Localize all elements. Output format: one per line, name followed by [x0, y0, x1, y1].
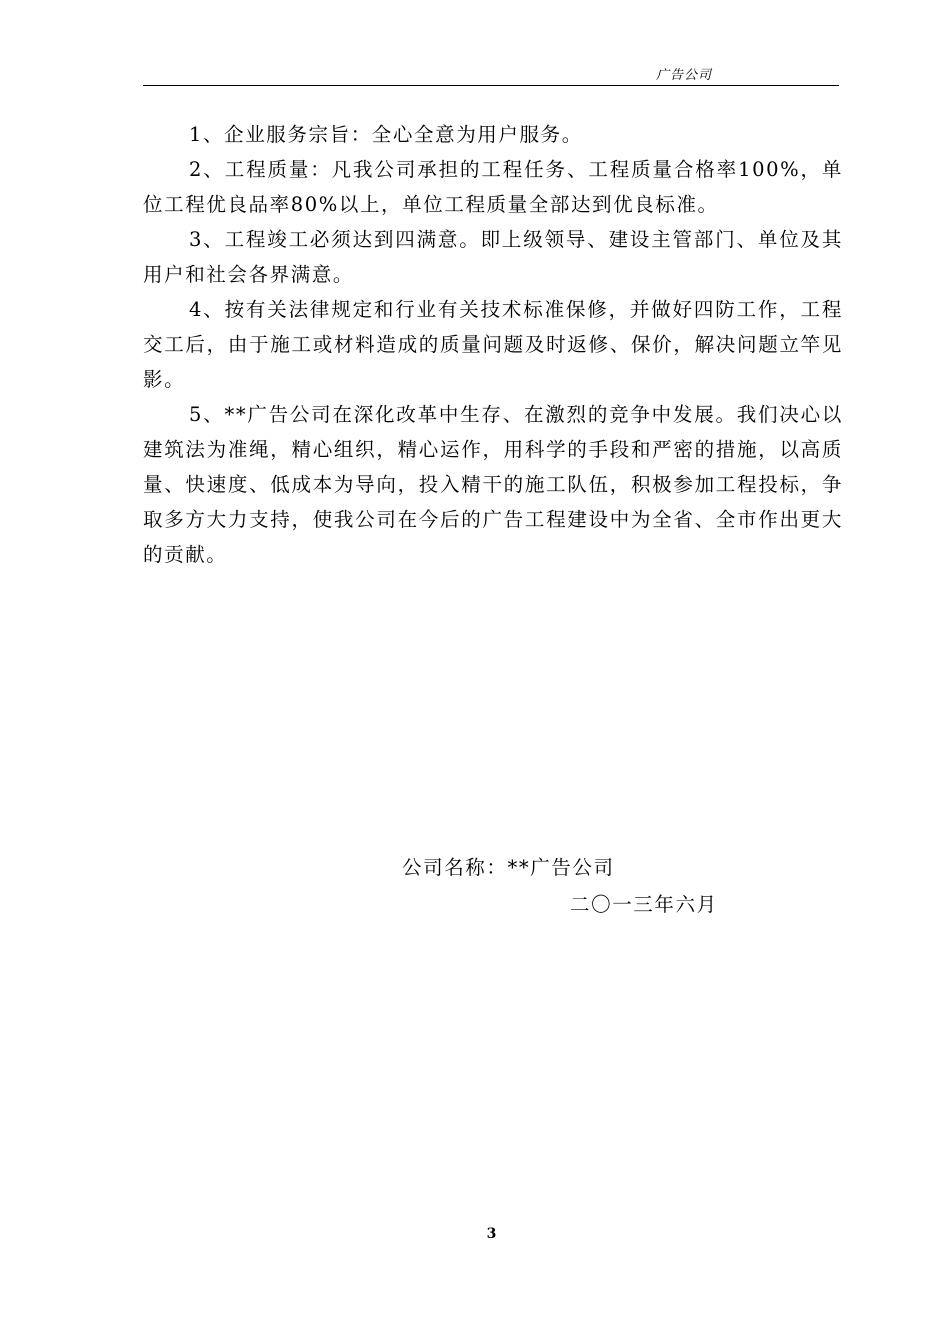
header-divider — [143, 85, 839, 86]
paragraph-service-purpose: 1、企业服务宗旨：全心全意为用户服务。 — [189, 123, 583, 146]
paragraph-warranty: 4、按有关法律规定和行业有关技术标准保修，并做好四防工作，工程交工后，由于施工或材料造成的质量问题及时返修、保价，解决问题立竿见影。 — [143, 298, 843, 391]
page-header-title: 广告公司 — [656, 68, 713, 83]
paragraph-completion-satisfaction: 3、工程竣工必须达到四满意。即上级领导、建设主管部门、单位及其用户和社会各界满意。 — [143, 228, 843, 286]
paragraph-company-development: 5、**广告公司在深化改革中生存、在激烈的竞争中发展。我们决心以建筑法为准绳，精心组织，精心运作，用科学的手段和严密的措施，以高质量、快速度、低成本为导向，投入精干的施工队伍，积极参加工程投标，争取多方大力支持，使我公司在今后的广告工程建设中为全省、全市作出更大的贡献。 — [143, 403, 843, 566]
document-body — [143, 117, 843, 572]
signature-date: 二〇一三年六月 — [570, 893, 718, 916]
paragraph-engineering-quality: 2、工程质量：凡我公司承担的工程任务、工程质量合格率100%，单位工程优良品率80%以上，单位工程质量全部达到优良标准。 — [143, 158, 843, 216]
signature-company-name: 公司名称：**广告公司 — [402, 856, 615, 879]
page-number: 3 — [486, 1226, 497, 1242]
